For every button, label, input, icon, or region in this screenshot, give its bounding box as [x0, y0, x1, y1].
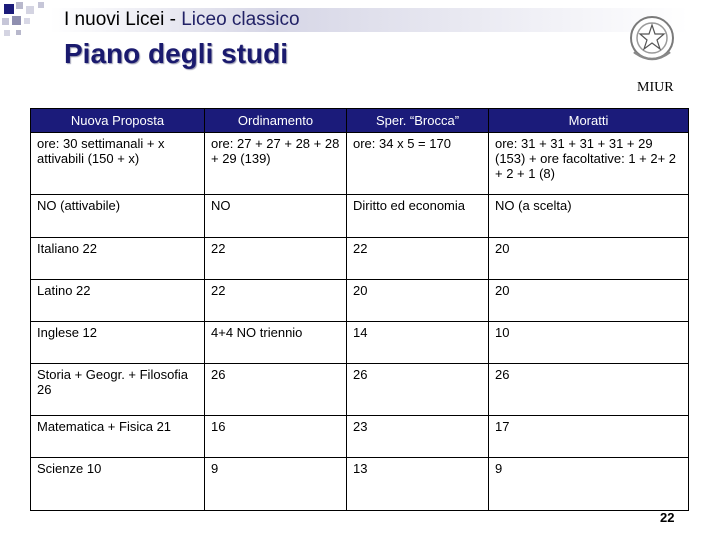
column-header-ordinamento: Ordinamento — [205, 109, 347, 133]
page-number: 22 — [660, 510, 675, 525]
table-header-row — [31, 109, 689, 133]
table-row — [31, 238, 689, 280]
table-cell: ore: 34 x 5 = 170 — [347, 133, 489, 195]
italian-republic-emblem-icon — [626, 12, 678, 68]
table-cell: ore: 27 + 27 + 28 + 28 + 29 (139) — [205, 133, 347, 195]
column-header-nuova-proposta: Nuova Proposta — [31, 109, 205, 133]
table-cell: Scienze 10 — [31, 458, 205, 511]
table-row — [31, 322, 689, 364]
slide-subtitle: Piano degli studi — [64, 38, 289, 69]
table-row — [31, 416, 689, 458]
table-row — [31, 364, 689, 416]
org-label: MIUR — [637, 80, 674, 95]
table-cell: 26 — [205, 364, 347, 416]
table-cell: NO (attivabile) — [31, 195, 205, 238]
table-cell: 22 — [205, 280, 347, 322]
table-row — [31, 458, 689, 511]
table-cell: 10 — [489, 322, 689, 364]
table-cell: Latino 22 — [31, 280, 205, 322]
column-header-sper-brocca: Sper. “Brocca” — [347, 109, 489, 133]
table-row — [31, 195, 689, 238]
table-cell: NO — [205, 195, 347, 238]
table-cell: Inglese 12 — [31, 322, 205, 364]
table-cell: ore: 31 + 31 + 31 + 31 + 29 (153) + ore facoltative: 1 + 2+ 2 + 2 + 1 (8) — [489, 133, 689, 195]
study-plan-table — [30, 108, 689, 511]
table-cell: 26 — [489, 364, 689, 416]
table-cell: 23 — [347, 416, 489, 458]
table-cell: 20 — [489, 238, 689, 280]
table-cell: 26 — [347, 364, 489, 416]
table-cell: 17 — [489, 416, 689, 458]
table-cell: Storia + Geogr. + Filosofia 26 — [31, 364, 205, 416]
column-header-moratti: Moratti — [489, 109, 689, 133]
table-cell: 22 — [205, 238, 347, 280]
table-cell: 22 — [347, 238, 489, 280]
table-cell: Diritto ed economia — [347, 195, 489, 238]
table-cell: 4+4 NO triennio — [205, 322, 347, 364]
table-cell: 20 — [347, 280, 489, 322]
table-cell: Italiano 22 — [31, 238, 205, 280]
table-cell: NO (a scelta) — [489, 195, 689, 238]
table-cell: ore: 30 settimanali + x attivabili (150 + x) — [31, 133, 205, 195]
table-cell: Matematica + Fisica 21 — [31, 416, 205, 458]
table-cell: 20 — [489, 280, 689, 322]
table-cell: 9 — [489, 458, 689, 511]
slide-title: I nuovi Licei - Liceo classico — [64, 9, 300, 30]
table-row — [31, 133, 689, 195]
table-cell: 13 — [347, 458, 489, 511]
table-cell: 14 — [347, 322, 489, 364]
table-row — [31, 280, 689, 322]
table-cell: 9 — [205, 458, 347, 511]
table-cell: 16 — [205, 416, 347, 458]
